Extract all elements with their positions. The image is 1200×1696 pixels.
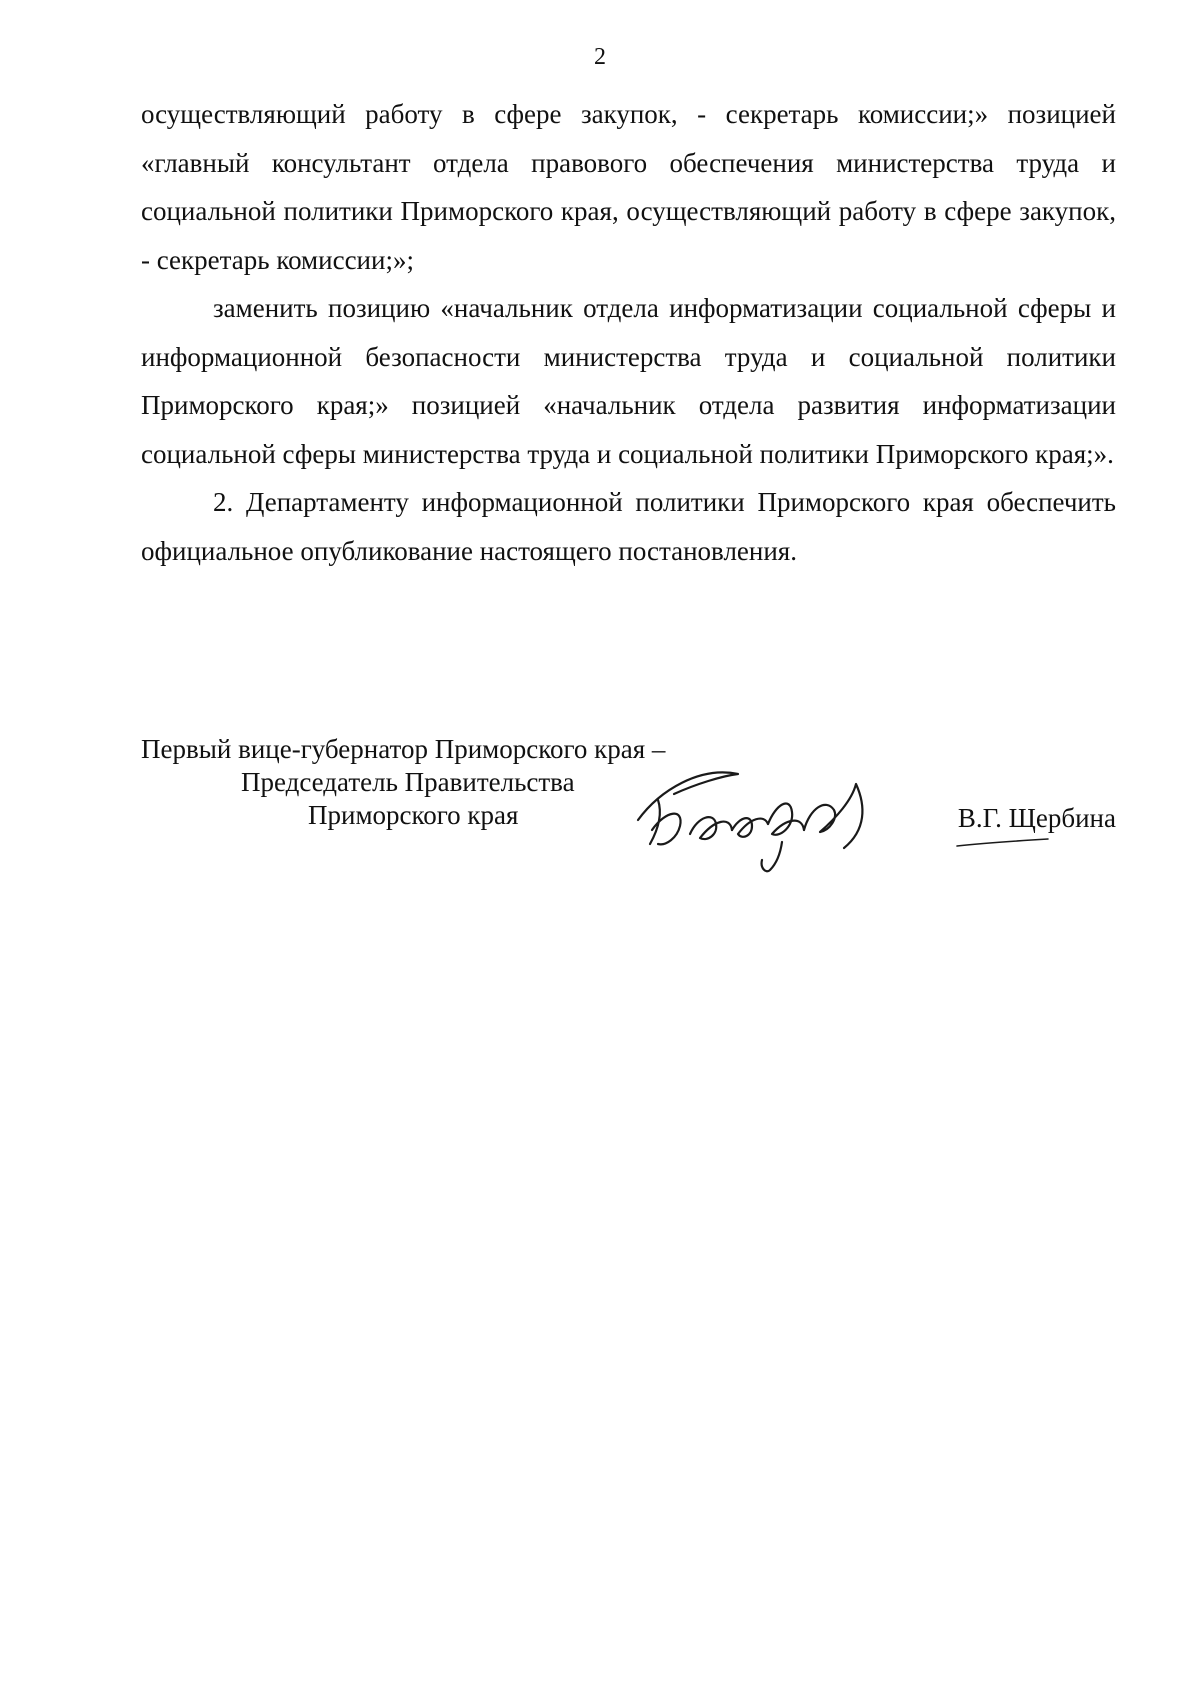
handwritten-signature	[630, 760, 900, 880]
paragraph-continuation: осуществляющий работу в сфере закупок, - секретарь комиссии;» позицией «главный консультант отдела правового обеспечения министерства труда и социальной политики Приморского края, осуществляющий работу в сфере закупок, - секретарь комиссии;»;	[141, 99, 1116, 275]
paragraph-replace-position: заменить позицию «начальник отдела информатизации социальной сферы и информационной безопасности министерства труда и социальной политики Приморского края;» позицией «начальник отдела развития информатизации социальной сферы министерства труда и социальной политики Приморского края;».	[141, 293, 1116, 469]
page-number: 2	[594, 44, 606, 70]
signatory-title	[141, 733, 665, 832]
signer-name-underline	[955, 837, 1050, 849]
signer-name: В.Г. Щербина	[957, 803, 1116, 833]
document-body	[141, 90, 1116, 575]
paragraph-publication-order: 2. Департаменту информационной политики Приморского края обеспечить официальное опубликование настоящего постановления.	[141, 487, 1116, 566]
signatory-title-line-3: Приморского края	[308, 800, 519, 830]
signatory-title-line-2: Председатель Правительства	[241, 767, 575, 797]
signatory-title-line-1: Первый вице-губернатор Приморского края –	[141, 734, 666, 764]
